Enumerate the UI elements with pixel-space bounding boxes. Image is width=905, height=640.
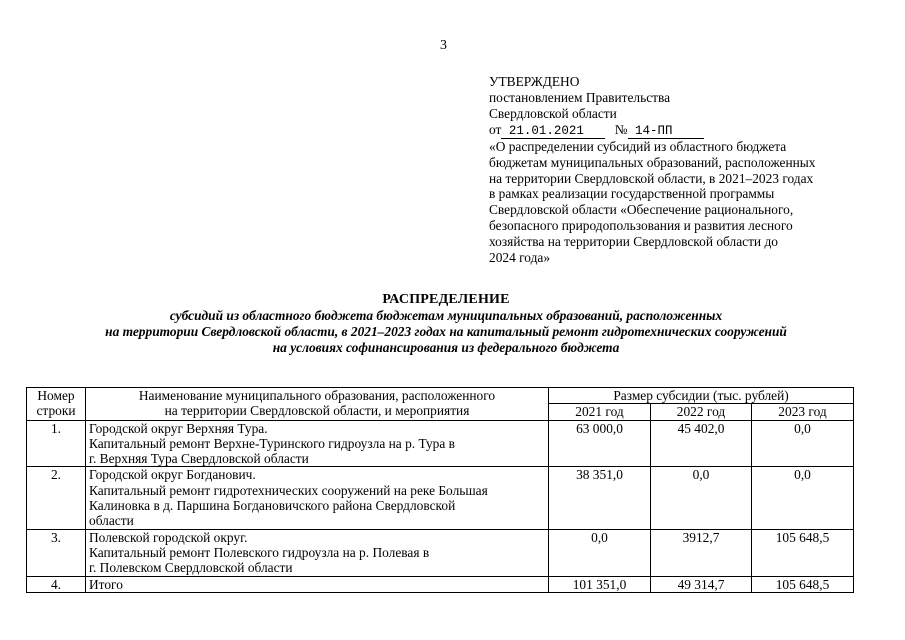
value-2023: 0,0 <box>752 420 854 467</box>
table-total-row <box>27 576 854 592</box>
approval-title-line: хозяйства на территории Свердловской области до <box>489 234 778 250</box>
value-2021: 0,0 <box>549 529 651 576</box>
approval-date-line <box>489 122 889 139</box>
approval-title-line: на территории Свердловской области, в 2021–2023 годах <box>489 170 814 186</box>
header-name: Наименование муниципального образования, расположенного на территории Свердловской области, и мероприятия <box>86 388 549 421</box>
header-subsidy: Размер субсидии (тыс. рублей) <box>549 388 854 404</box>
row-description: Городской округ Богданович. Капитальный ремонт гидротехнических сооружений на реке Большая Калиновка в д. Паршина Богдановичского района Свердловской области <box>86 467 549 529</box>
table-row <box>27 529 854 576</box>
row-number: 1. <box>27 420 86 467</box>
approval-title-line: 2024 года» <box>489 250 551 266</box>
approval-title-line: в рамках реализации государственной программы <box>489 186 775 202</box>
value-2022: 0,0 <box>651 467 752 529</box>
approval-title-line: безопасного природопользования и развития лесного <box>489 218 793 234</box>
value-2021: 38 351,0 <box>549 467 651 529</box>
table-row <box>27 420 854 467</box>
date-prefix: от <box>489 121 502 137</box>
approval-number: 14-ПП <box>628 125 704 139</box>
approval-title-line: Свердловской области «Обеспечение рационального, <box>489 202 794 218</box>
value-2023: 105 648,5 <box>752 529 854 576</box>
total-2022: 49 314,7 <box>651 576 752 592</box>
approval-stamp <box>489 74 889 266</box>
total-2021: 101 351,0 <box>549 576 651 592</box>
approval-date: 21.01.2021 <box>501 125 605 139</box>
row-description: Полевской городской округ. Капитальный ремонт Полевского гидроузла на р. Полевая в г. Полевском Свердловской области <box>86 529 549 576</box>
row-number: 3. <box>27 529 86 576</box>
document-heading <box>0 292 892 356</box>
total-2023: 105 648,5 <box>752 576 854 592</box>
heading-line: на территории Свердловской области, в 2021–2023 годах на капитальный ремонт гидротехнических сооружений <box>105 324 787 339</box>
approval-line-1: постановлением Правительства <box>489 89 671 105</box>
approval-title-line: «О распределении субсидий из областного бюджета <box>489 138 787 154</box>
approval-line-2: Свердловской области <box>489 105 617 121</box>
approval-heading: УТВЕРЖДЕНО <box>489 74 580 89</box>
approval-title-line: бюджетам муниципальных образований, расположенных <box>489 154 816 170</box>
header-year-2023: 2023 год <box>752 404 854 420</box>
header-year-2021: 2021 год <box>549 404 651 420</box>
subsidy-table <box>26 387 854 593</box>
row-description: Городской округ Верхняя Тура. Капитальный ремонт Верхне-Туринского гидроузла на р. Тура в г. Верхняя Тура Свердловской области <box>86 420 549 467</box>
row-number: 2. <box>27 467 86 529</box>
table-row <box>27 467 854 529</box>
heading-title: РАСПРЕДЕЛЕНИЕ <box>382 292 510 307</box>
heading-line: на условиях софинансирования из федерального бюджета <box>272 340 620 355</box>
row-description: Итого <box>86 576 549 592</box>
header-year-2022: 2022 год <box>651 404 752 420</box>
header-row-number: Номер строки <box>27 388 86 421</box>
row-number: 4. <box>27 576 86 592</box>
table-header-row <box>27 388 854 404</box>
value-2022: 45 402,0 <box>651 420 752 467</box>
value-2021: 63 000,0 <box>549 420 651 467</box>
number-prefix: № <box>614 121 628 137</box>
heading-line: субсидий из областного бюджета бюджетам муниципальных образований, расположенных <box>169 308 723 323</box>
value-2022: 3912,7 <box>651 529 752 576</box>
page-number: 3 <box>440 38 447 53</box>
value-2023: 0,0 <box>752 467 854 529</box>
